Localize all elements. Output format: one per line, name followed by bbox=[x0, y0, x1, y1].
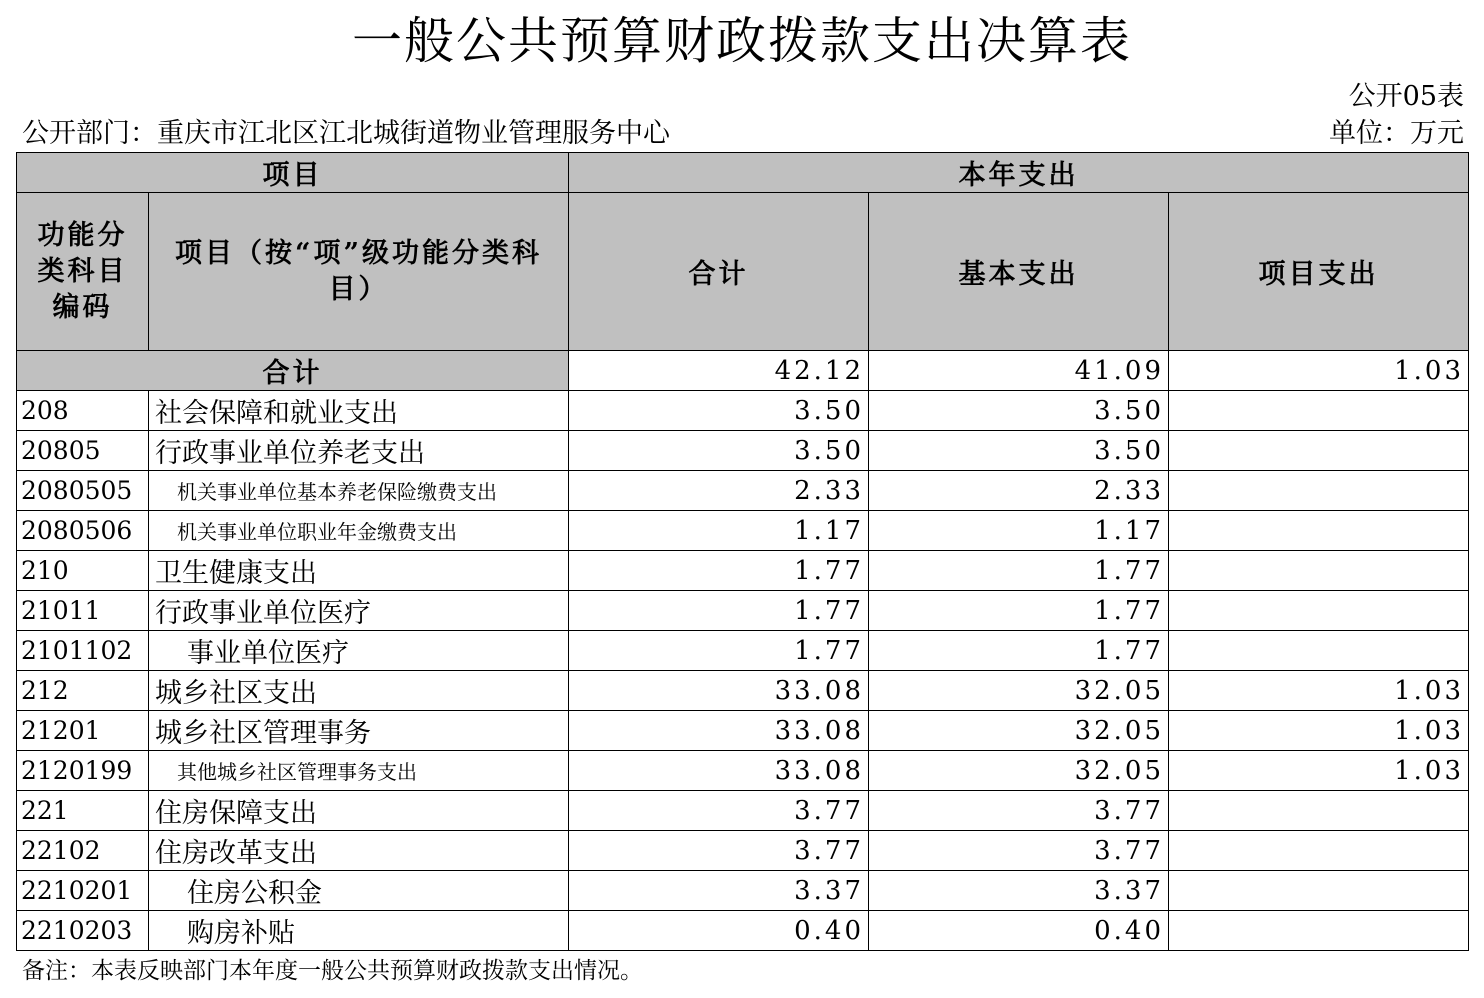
row-project bbox=[1169, 391, 1469, 431]
row-name: 城乡社区管理事务 bbox=[149, 711, 569, 751]
total-row-total: 42.12 bbox=[569, 351, 869, 391]
row-total: 2.33 bbox=[569, 471, 869, 511]
row-code: 21011 bbox=[17, 591, 149, 631]
table-row bbox=[17, 911, 1469, 951]
row-project: 1.03 bbox=[1169, 751, 1469, 791]
total-row-basic: 41.09 bbox=[869, 351, 1169, 391]
row-code: 22102 bbox=[17, 831, 149, 871]
row-total: 33.08 bbox=[569, 751, 869, 791]
row-name: 卫生健康支出 bbox=[149, 551, 569, 591]
header-basic-col: 基本支出 bbox=[869, 193, 1169, 351]
row-basic: 1.77 bbox=[869, 591, 1169, 631]
total-row-project: 1.03 bbox=[1169, 351, 1469, 391]
row-name: 住房保障支出 bbox=[149, 791, 569, 831]
table-row bbox=[17, 511, 1469, 551]
row-project bbox=[1169, 791, 1469, 831]
row-project bbox=[1169, 431, 1469, 471]
table-row bbox=[17, 831, 1469, 871]
row-total: 0.40 bbox=[569, 911, 869, 951]
header-group-row bbox=[17, 153, 1469, 193]
table-row bbox=[17, 711, 1469, 751]
page-title: 一般公共预算财政拨款支出决算表 bbox=[352, 12, 1132, 70]
total-row bbox=[17, 351, 1469, 391]
row-project bbox=[1169, 471, 1469, 511]
row-code: 2210203 bbox=[17, 911, 149, 951]
row-project bbox=[1169, 591, 1469, 631]
row-code: 20805 bbox=[17, 431, 149, 471]
row-basic: 32.05 bbox=[869, 711, 1169, 751]
row-total: 3.50 bbox=[569, 431, 869, 471]
total-row-label: 合计 bbox=[17, 351, 569, 391]
row-name: 住房改革支出 bbox=[149, 831, 569, 871]
row-total: 3.77 bbox=[569, 831, 869, 871]
row-code: 210 bbox=[17, 551, 149, 591]
row-project bbox=[1169, 871, 1469, 911]
table-row bbox=[17, 671, 1469, 711]
header-name-col: 项目（按“项”级功能分类科目） bbox=[149, 193, 569, 351]
row-basic: 0.40 bbox=[869, 911, 1169, 951]
table-row bbox=[17, 591, 1469, 631]
row-total: 33.08 bbox=[569, 671, 869, 711]
table-row bbox=[17, 471, 1469, 511]
row-basic: 3.77 bbox=[869, 831, 1169, 871]
row-name: 行政事业单位医疗 bbox=[149, 591, 569, 631]
row-code: 212 bbox=[17, 671, 149, 711]
row-name: 机关事业单位职业年金缴费支出 bbox=[149, 511, 569, 551]
row-name: 城乡社区支出 bbox=[149, 671, 569, 711]
row-code: 2101102 bbox=[17, 631, 149, 671]
row-total: 3.37 bbox=[569, 871, 869, 911]
row-code: 2080506 bbox=[17, 511, 149, 551]
row-total: 1.77 bbox=[569, 631, 869, 671]
row-name: 机关事业单位基本养老保险缴费支出 bbox=[149, 471, 569, 511]
footnote: 备注：本表反映部门本年度一般公共预算财政拨款支出情况。 bbox=[22, 958, 643, 984]
row-name: 购房补贴 bbox=[149, 911, 569, 951]
row-code: 221 bbox=[17, 791, 149, 831]
table-row bbox=[17, 871, 1469, 911]
row-code: 2080505 bbox=[17, 471, 149, 511]
row-name: 其他城乡社区管理事务支出 bbox=[149, 751, 569, 791]
row-project bbox=[1169, 511, 1469, 551]
row-code: 21201 bbox=[17, 711, 149, 751]
row-project: 1.03 bbox=[1169, 671, 1469, 711]
row-name: 行政事业单位养老支出 bbox=[149, 431, 569, 471]
table-row bbox=[17, 791, 1469, 831]
row-basic: 3.50 bbox=[869, 431, 1169, 471]
row-basic: 32.05 bbox=[869, 751, 1169, 791]
row-code: 2210201 bbox=[17, 871, 149, 911]
row-basic: 32.05 bbox=[869, 671, 1169, 711]
row-code: 2120199 bbox=[17, 751, 149, 791]
header-current-year-group: 本年支出 bbox=[569, 153, 1469, 193]
header-project-group: 项目 bbox=[17, 153, 569, 193]
header-project-col: 项目支出 bbox=[1169, 193, 1469, 351]
header-total-col: 合计 bbox=[569, 193, 869, 351]
row-basic: 3.77 bbox=[869, 791, 1169, 831]
department-label: 公开部门：重庆市江北区江北城街道物业管理服务中心 bbox=[22, 118, 670, 149]
table-row bbox=[17, 551, 1469, 591]
table-row bbox=[17, 751, 1469, 791]
row-basic: 1.77 bbox=[869, 631, 1169, 671]
table-row bbox=[17, 431, 1469, 471]
header-column-row bbox=[17, 193, 1469, 351]
row-name: 事业单位医疗 bbox=[149, 631, 569, 671]
row-name: 住房公积金 bbox=[149, 871, 569, 911]
unit-label: 单位：万元 bbox=[1329, 118, 1464, 149]
row-basic: 3.37 bbox=[869, 871, 1169, 911]
row-project bbox=[1169, 631, 1469, 671]
header-code-col: 功能分类科目编码 bbox=[17, 193, 149, 351]
row-basic: 1.77 bbox=[869, 551, 1169, 591]
row-code: 208 bbox=[17, 391, 149, 431]
row-total: 1.17 bbox=[569, 511, 869, 551]
row-total: 3.50 bbox=[569, 391, 869, 431]
row-project bbox=[1169, 911, 1469, 951]
table-row bbox=[17, 391, 1469, 431]
row-name: 社会保障和就业支出 bbox=[149, 391, 569, 431]
form-number: 公开05表 bbox=[1348, 81, 1464, 112]
table-row bbox=[17, 631, 1469, 671]
row-total: 3.77 bbox=[569, 791, 869, 831]
row-project bbox=[1169, 831, 1469, 871]
row-basic: 1.17 bbox=[869, 511, 1169, 551]
expenditure-table bbox=[16, 152, 1469, 951]
row-total: 33.08 bbox=[569, 711, 869, 751]
row-total: 1.77 bbox=[569, 591, 869, 631]
row-project bbox=[1169, 551, 1469, 591]
row-project: 1.03 bbox=[1169, 711, 1469, 751]
row-total: 1.77 bbox=[569, 551, 869, 591]
row-basic: 2.33 bbox=[869, 471, 1169, 511]
row-basic: 3.50 bbox=[869, 391, 1169, 431]
